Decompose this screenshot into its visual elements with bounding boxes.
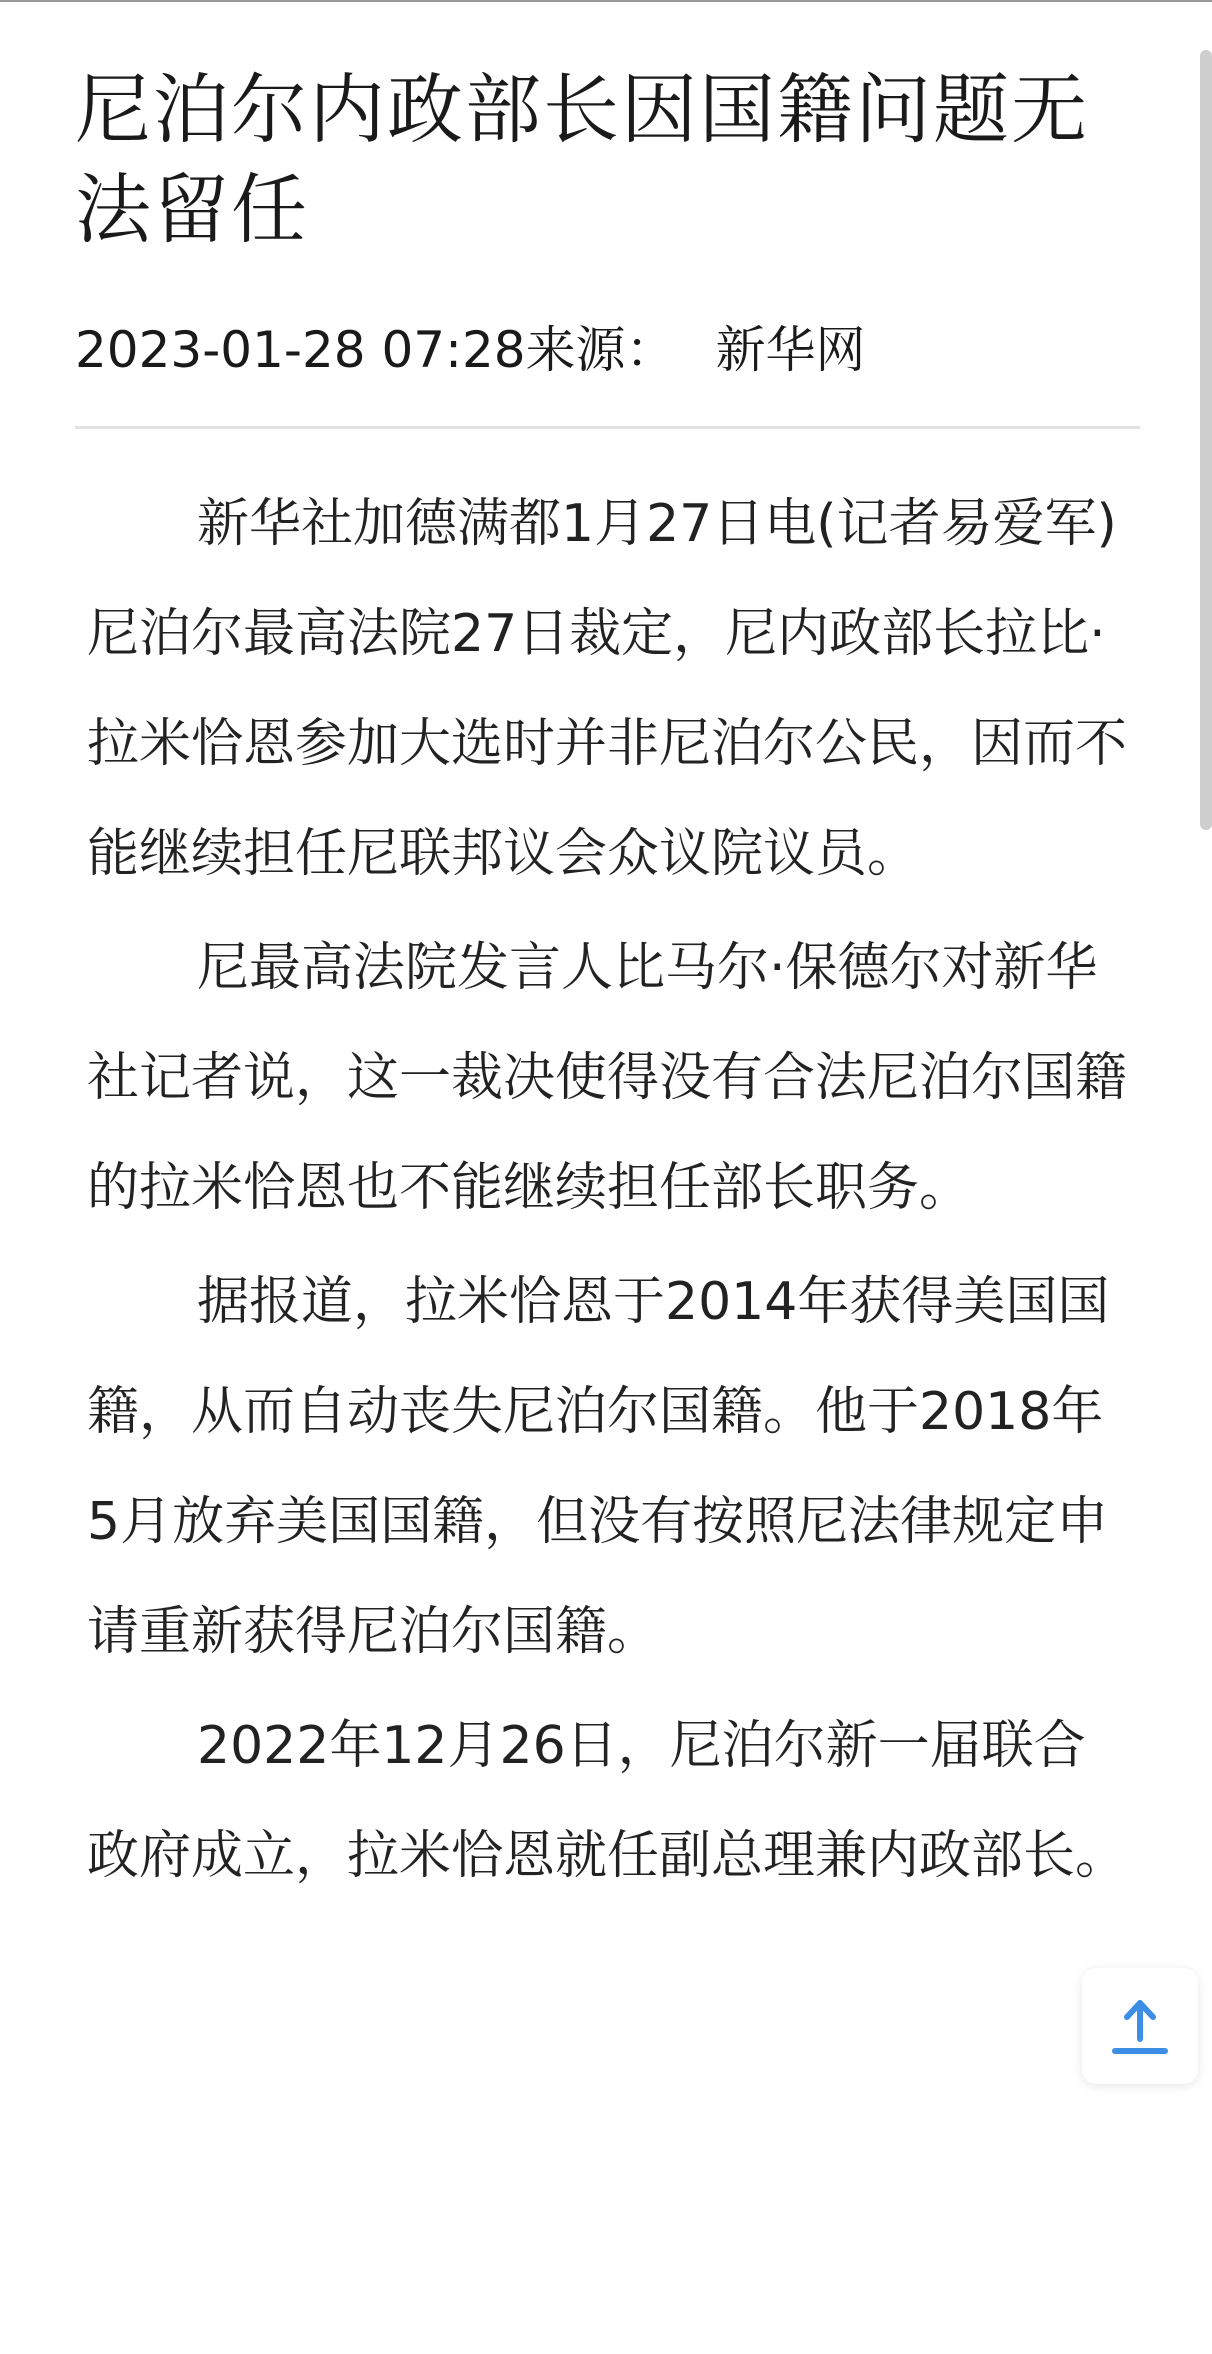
source-name: 新华网 <box>715 321 866 379</box>
article-body <box>75 469 1135 1911</box>
back-to-top-button[interactable] <box>1082 1968 1198 2084</box>
paragraph: 2022年12月26日，尼泊尔新一届联合政府成立，拉米恰恩就任副总理兼内政部长。 <box>87 1716 1128 1886</box>
source-label: 来源： <box>525 321 676 379</box>
scrollbar[interactable] <box>1200 0 1212 2354</box>
divider <box>75 426 1140 429</box>
article <box>75 60 1145 1915</box>
scrollbar-thumb[interactable] <box>1200 50 1212 830</box>
paragraph: 新华社加德满都1月27日电(记者易爱军)尼泊尔最高法院27日裁定，尼内政部长拉比·拉米恰恩参加大选时并非尼泊尔公民，因而不能继续担任尼联邦议会众议院议员。 <box>87 494 1128 884</box>
article-meta <box>75 320 1145 380</box>
paragraph: 据报道，拉米恰恩于2014年获得美国国籍，从而自动丧失尼泊尔国籍。他于2018年5月放弃美国国籍，但没有按照尼法律规定申请重新获得尼泊尔国籍。 <box>87 1272 1110 1662</box>
top-border <box>0 0 1212 2</box>
arrow-up-icon <box>1105 1991 1175 2061</box>
article-title: 尼泊尔内政部长因国籍问题无法留任 <box>75 65 1089 254</box>
article-datetime: 2023-01-28 07:28 <box>75 321 526 379</box>
paragraph: 尼最高法院发言人比马尔·保德尔对新华社记者说，这一裁决使得没有合法尼泊尔国籍的拉米恰恩也不能继续担任部长职务。 <box>87 938 1128 1218</box>
